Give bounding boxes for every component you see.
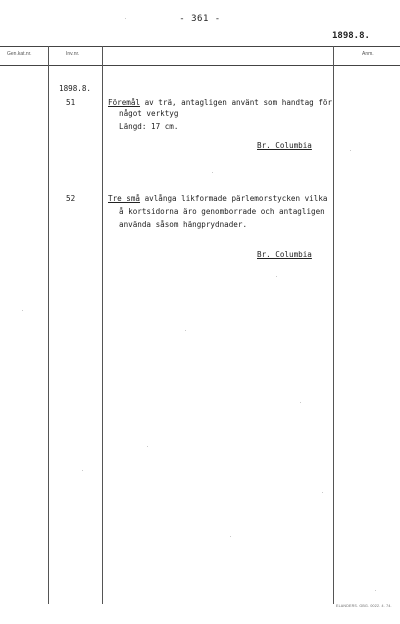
accession-year: 1898.8. <box>332 31 370 41</box>
entry-line-3: använda såsom hängprydnader. <box>119 220 248 229</box>
entry-line-2: något verktyg <box>119 109 179 118</box>
entry-line-2: å kortsidorna äro genomborrade och antagligen <box>119 207 325 216</box>
group-heading: 1898.8. <box>59 84 92 93</box>
entry-origin: Br. Columbia <box>257 141 312 150</box>
printer-mark: ELANDERS. GBG. 0022. 4. 74. <box>336 604 392 608</box>
page-number: - 361 - <box>179 14 221 24</box>
column-divider-inv <box>102 46 103 604</box>
entry-line-3: Längd: 17 cm. <box>119 122 179 131</box>
entry-inv-nr: 52 <box>66 194 76 203</box>
entry-line-1 <box>108 194 327 204</box>
top-rule <box>0 46 400 47</box>
entry-line-1-rest: av trä, antagligen använt som handtag för <box>140 98 333 107</box>
header-rule <box>0 65 400 66</box>
entry-origin: Br. Columbia <box>257 250 312 259</box>
entry-lead-word: Föremål <box>108 98 141 107</box>
column-divider-anm <box>333 46 334 604</box>
column-header-gen-kat-nr: Gen.kat.nr. <box>7 51 32 57</box>
column-header-anm: Anm. <box>362 51 374 57</box>
entry-line-1-rest: avlånga likformade pärlemorstycken vilka <box>140 194 328 203</box>
entry-lead-word: Tre små <box>108 194 141 203</box>
entry-line-1 <box>108 98 332 108</box>
entry-inv-nr: 51 <box>66 98 76 107</box>
column-header-inv-nr: Inv.nr. <box>66 51 80 57</box>
column-divider-gen-kat <box>48 46 49 604</box>
